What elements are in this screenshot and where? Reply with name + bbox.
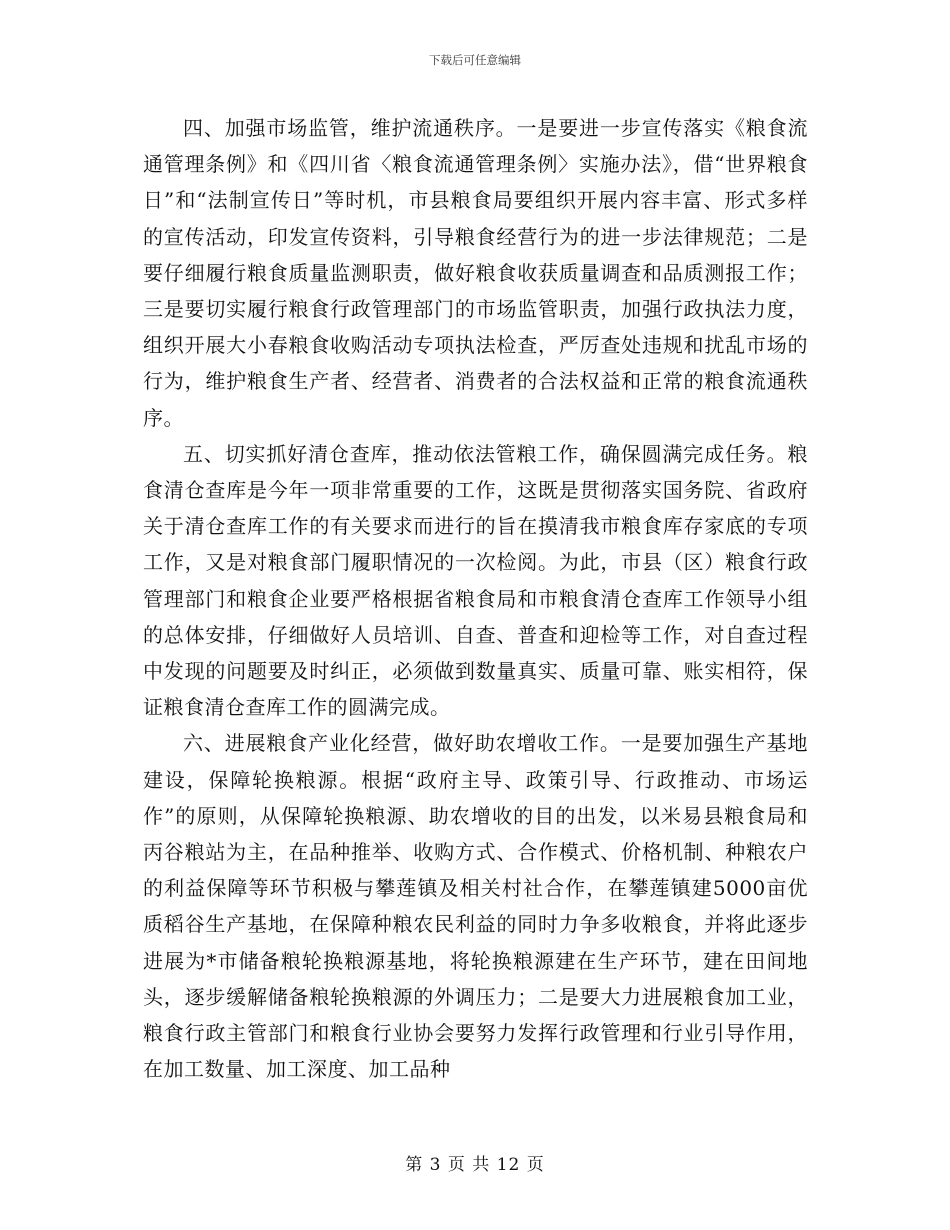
paragraph-market-supervision: 四、加强市场监管，维护流通秩序。一是要进一步宣传落实《粮食流通管理条例》和《四川省〈粮食流通管理条例〉实施办法》，借“世界粮食日”和“法制宣传日”等时机，市县粮食局要组织开展内容丰富、形式多样的宣传活动，印发宣传资料，引导粮食经营行为的进一步法律规范；二是要仔细履行粮食质量监测职责，做好粮食收获质量调查和品质测报工作；三是要切实履行粮食行政管理部门的市场监管职责，加强行政执法力度，组织开展大小春粮食收购活动专项执法检查，严厉查处违规和扰乱市场的行为，维护粮食生产者、经营者、消费者的合法权益和正常的粮食流通秩序。	[143, 116, 808, 430]
paragraph-industrialization: 六、进展粮食产业化经营，做好助农增收工作。一是要加强生产基地建设，保障轮换粮源。根据“政府主导、政策引导、行政推动、市场运作”的原则，从保障轮换粮源、助农增收的目的出发，以米易县粮食局和丙谷粮站为主，在品种推举、收购方式、合作模式、价格机制、种粮农户的利益保障等环节积极与攀莲镇及相关村社合作，在攀莲镇建5000亩优质稻谷生产基地，在保障种粮农民利益的同时力争多收粮食，并将此逐步进展为*市储备粮轮换粮源基地，将轮换粮源建在生产环节，建在田间地头，逐步缓解储备粮轮换粮源的外调压力；二是要大力进展粮食加工业，粮食行政主管部门和粮食行业协会要努力发挥行政管理和行业引导作用，在加工数量、加工深度、加工品种	[143, 731, 808, 1082]
page-number: 第 3 页 共 12 页	[405, 1155, 545, 1175]
page-header: 下载后可任意编辑	[429, 53, 521, 67]
paragraph-warehouse-inspection: 五、切实抓好清仓查库，推动依法管粮工作，确保圆满完成任务。粮食清仓查库是今年一项非常重要的工作，这既是贯彻落实国务院、省政府关于清仓查库工作的有关要求而进行的旨在摸清我市粮食库存家底的专项工作，又是对粮食部门履职情况的一次检阅。为此，市县（区）粮食行政管理部门和粮食企业要严格根据省粮食局和市粮食清仓查库工作领导小组的总体安排，仔细做好人员培训、自查、普查和迎检等工作，对自查过程中发现的问题要及时纠正，必须做到数量真实、质量可靠、账实相符，保证粮食清仓查库工作的圆满完成。	[143, 441, 808, 720]
document-body	[143, 110, 808, 1087]
